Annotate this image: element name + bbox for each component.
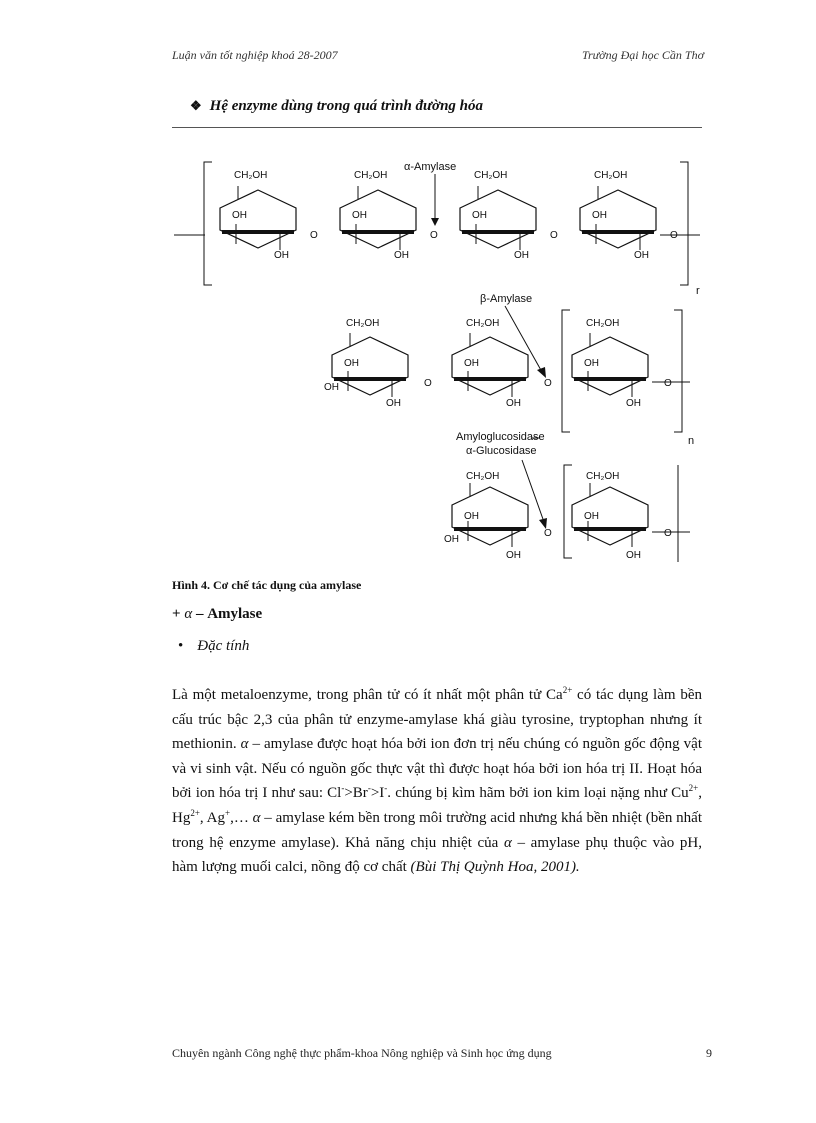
- ch2oh-label: CH₂OH: [594, 170, 628, 181]
- o-linkage: O: [310, 230, 318, 241]
- header-right: Trường Đại học Cần Thơ: [581, 48, 704, 62]
- oh-label: OH: [626, 550, 641, 561]
- oh-label: OH: [584, 511, 599, 522]
- amylase-mechanism-diagram: [160, 150, 720, 570]
- ch2oh-label: CH₂OH: [474, 170, 508, 181]
- oh-label: OH: [352, 210, 367, 221]
- oh-label: OH: [506, 550, 521, 561]
- characteristics-bullet: [178, 638, 249, 655]
- oh-label: OH: [394, 250, 409, 261]
- o-linkage: O: [424, 378, 432, 389]
- ch2oh-label: CH₂OH: [346, 318, 380, 329]
- oh-label: OH: [344, 358, 359, 369]
- ch2oh-label: CH₂OH: [466, 471, 500, 482]
- bullet-dot-icon: •: [178, 638, 184, 654]
- oh-label: OH: [592, 210, 607, 221]
- ch2oh-label: CH₂OH: [586, 471, 620, 482]
- oh-label: OH: [514, 250, 529, 261]
- footer-department: Chuyên ngành Công nghệ thực phẩm-khoa Nông nghiệp và Sinh học ứng dụng: [172, 1046, 552, 1060]
- o-linkage: O: [664, 378, 672, 389]
- o-linkage: O: [664, 528, 672, 539]
- citation: (Bùi Thị Quỳnh Hoa, 2001).: [410, 859, 580, 876]
- ch2oh-label: CH₂OH: [354, 170, 388, 181]
- oh-label: OH: [634, 250, 649, 261]
- oh-label: OH: [386, 398, 401, 409]
- heading-text: – Amylase: [192, 606, 263, 622]
- amyloglucosidase-label: Amyloglucosidase: [456, 431, 545, 443]
- oh-label: OH: [626, 398, 641, 409]
- ch2oh-label: CH₂OH: [234, 170, 268, 181]
- figure-caption: Hình 4. Cơ chế tác dụng của amylase: [172, 578, 362, 592]
- alpha-symbol: α: [184, 606, 193, 622]
- ch2oh-label: CH₂OH: [586, 318, 620, 329]
- diamond-bullet-icon: ❖: [190, 98, 202, 113]
- o-linkage: O: [670, 230, 678, 241]
- o-linkage: O: [544, 528, 552, 539]
- bullet-text: Đặc tính: [197, 638, 250, 654]
- section-title: Hệ enzyme dùng trong quá trình đường hóa: [209, 98, 484, 114]
- group-n-label: n: [688, 435, 695, 447]
- ch2oh-label: CH₂OH: [466, 318, 500, 329]
- oh-label: OH: [232, 210, 247, 221]
- o-linkage: O: [550, 230, 558, 241]
- alpha-glucosidase-label: α-Glucosidase: [466, 445, 537, 457]
- oh-label: OH: [464, 511, 479, 522]
- alpha-amylase-label: α-Amylase: [404, 161, 457, 173]
- oh-label: OH: [274, 250, 289, 261]
- o-linkage: O: [544, 378, 552, 389]
- page-number: 9: [706, 1046, 712, 1060]
- oh-label: OH: [472, 210, 487, 221]
- oh-label: OH: [444, 534, 459, 545]
- alpha-amylase-heading: [172, 606, 262, 623]
- o-linkage: O: [430, 230, 438, 241]
- beta-amylase-label: β-Amylase: [480, 293, 533, 305]
- header-divider: [172, 127, 702, 128]
- oh-label: OH: [506, 398, 521, 409]
- section-heading: [190, 98, 483, 115]
- header-left: Luận văn tốt nghiệp khoá 28-2007: [172, 48, 338, 62]
- plus-sign: +: [172, 606, 181, 622]
- body-paragraph: Là một metaloenzyme, trong phân tử có ít nhất một phân tử $Ca^{2+}$ có tác dụng làm bền cấu trúc bậc 2,3 của phân tử enzyme-amylase khá giàu tyrosine, tryptophan nhưng ít methionin. α – amylase được hoạt hóa bởi ion đơn trị nếu chúng có nguồn gốc động vật và vi sinh vật. Nếu có nguồn gốc thực vật thì được hoạt hóa bởi ion hóa trị II. Hoạt hóa bởi ion hóa trị I như sau: Cl->Br->I-. chúng bị kìm hãm bởi ion kim loại nặng như $Cu^{2+}$, $Hg^{2+}$, Ag+,… α – amylase kém bền trong môi trường acid nhưng khá bền nhiệt (bền nhất trong hệ enzyme amylase). Khả năng chịu nhiệt của α – amylase phụ thuộc vào pH, hàm lượng muối calci, nồng độ cơ chất (Bùi Thị Quỳnh Hoa, 2001).: [172, 685, 703, 876]
- oh-label: OH: [584, 358, 599, 369]
- oh-label: OH: [324, 382, 339, 393]
- group-r-label: r: [696, 285, 700, 297]
- oh-label: OH: [464, 358, 479, 369]
